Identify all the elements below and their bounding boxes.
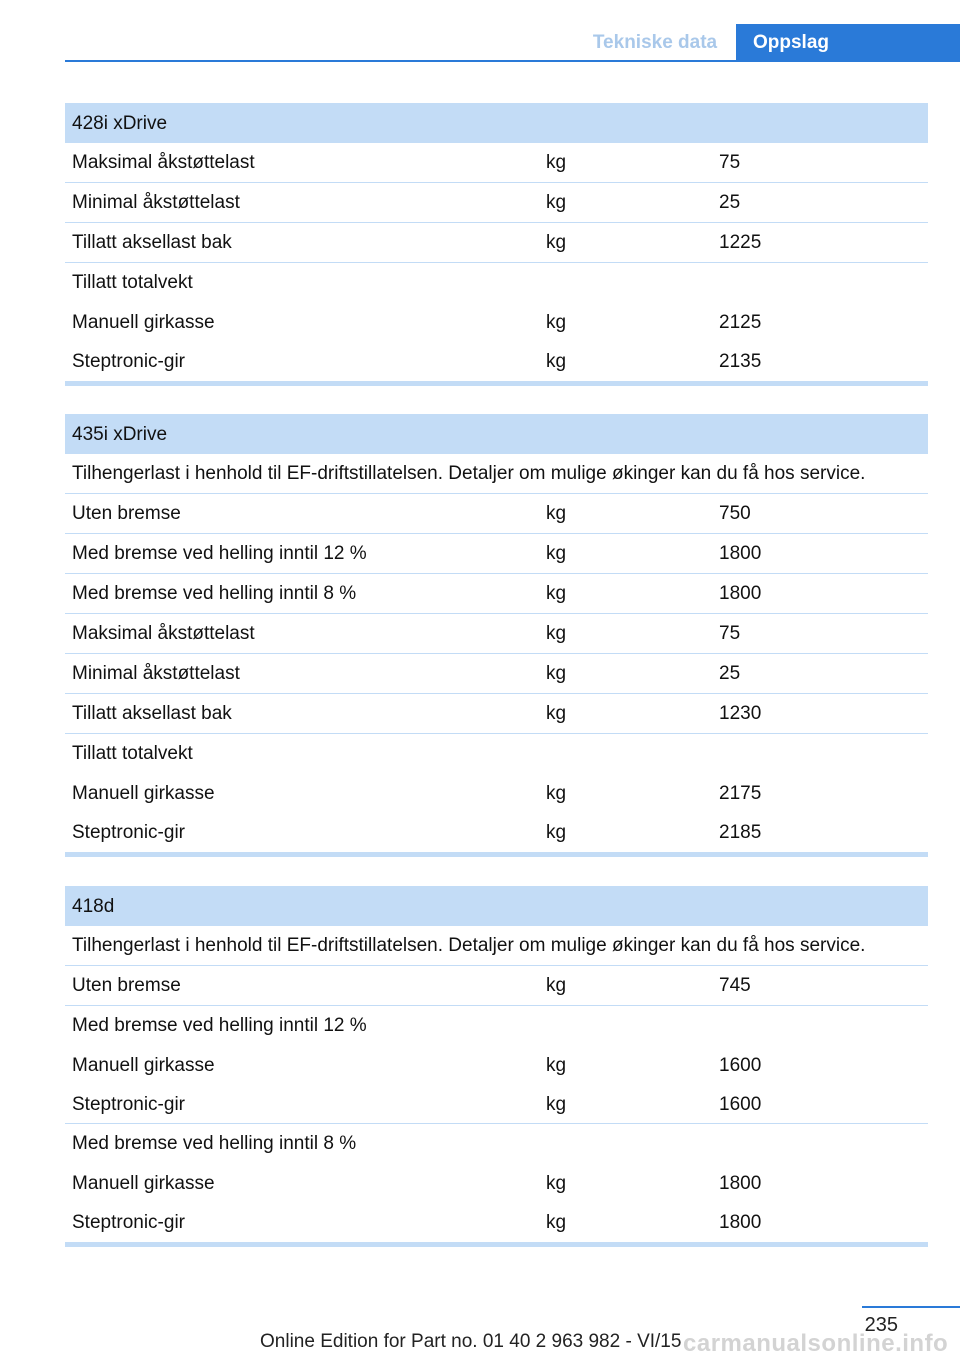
row-label: Med bremse ved helling inntil 8 % <box>72 1133 357 1154</box>
row-value: 2135 <box>719 351 762 372</box>
row-unit: kg <box>546 351 567 372</box>
spec-table-418d <box>65 886 928 1247</box>
row-label: Med bremse ved helling inntil 8 % <box>72 583 357 604</box>
table-row <box>65 614 928 654</box>
row-label: Med bremse ved helling inntil 12 % <box>72 543 367 564</box>
row-label: Maksimal åkstøttelast <box>72 152 255 173</box>
edition-footer: Online Edition for Part no. 01 40 2 963 982 - VI/15 <box>260 1331 682 1352</box>
row-unit: kg <box>546 503 567 524</box>
table-row <box>65 1164 928 1203</box>
table-note: Tilhengerlast i henhold til EF-driftstillatelsen. Detaljer om mulige økinger kan du få hos service. <box>72 935 866 956</box>
group-heading-row <box>65 1124 928 1164</box>
table-note-row <box>65 454 928 494</box>
table-end-rule <box>65 1242 928 1247</box>
row-unit: kg <box>546 1173 567 1194</box>
row-value: 1230 <box>719 703 762 724</box>
watermark: carmanualsonline.info <box>683 1330 949 1357</box>
row-value: 2185 <box>719 822 762 843</box>
row-unit: kg <box>546 822 567 843</box>
row-unit: kg <box>546 623 567 644</box>
table-row <box>65 966 928 1006</box>
row-label: Manuell girkasse <box>72 312 215 333</box>
table-row <box>65 574 928 614</box>
row-value: 2175 <box>719 783 762 804</box>
row-unit: kg <box>546 1094 567 1115</box>
row-value: 75 <box>719 152 741 173</box>
row-value: 1800 <box>719 1173 762 1194</box>
row-label: Manuell girkasse <box>72 1173 215 1194</box>
table-row <box>65 183 928 223</box>
table-end-rule <box>65 381 928 386</box>
row-unit: kg <box>546 1212 567 1233</box>
row-value: 2125 <box>719 312 762 333</box>
table-note: Tilhengerlast i henhold til EF-driftstillatelsen. Detaljer om mulige økinger kan du få hos service. <box>72 463 866 484</box>
table-row <box>65 774 928 813</box>
row-label: Tillatt totalvekt <box>72 272 193 293</box>
row-unit: kg <box>546 663 567 684</box>
row-unit: kg <box>546 192 567 213</box>
page-header <box>0 24 960 62</box>
group-heading-row <box>65 734 928 774</box>
row-label: Uten bremse <box>72 975 181 996</box>
row-value: 25 <box>719 663 741 684</box>
table-end-rule <box>65 852 928 857</box>
row-unit: kg <box>546 1055 567 1076</box>
section-title-tab[interactable]: Tekniske data <box>592 32 718 53</box>
row-label: Steptronic-gir <box>72 822 185 843</box>
active-tab-oppslag[interactable]: Oppslag <box>736 24 960 62</box>
table-row <box>65 494 928 534</box>
table-row <box>65 1203 928 1242</box>
row-label: Manuell girkasse <box>72 1055 215 1076</box>
table-row <box>65 223 928 263</box>
row-label: Manuell girkasse <box>72 783 215 804</box>
row-value: 1800 <box>719 583 762 604</box>
row-label: Minimal åkstøttelast <box>72 192 240 213</box>
row-value: 25 <box>719 192 741 213</box>
group-heading-row <box>65 1006 928 1046</box>
row-unit: kg <box>546 783 567 804</box>
row-unit: kg <box>546 583 567 604</box>
row-value: 1600 <box>719 1094 762 1115</box>
row-value: 1600 <box>719 1055 762 1076</box>
row-value: 750 <box>719 503 751 524</box>
row-value: 1800 <box>719 543 762 564</box>
table-row <box>65 654 928 694</box>
row-unit: kg <box>546 312 567 333</box>
row-label: Tillatt aksellast bak <box>72 703 232 724</box>
table-row <box>65 1085 928 1124</box>
row-unit: kg <box>546 975 567 996</box>
row-value: 75 <box>719 623 741 644</box>
row-label: Minimal åkstøttelast <box>72 663 240 684</box>
row-unit: kg <box>546 543 567 564</box>
spec-table-428i-xdrive <box>65 103 928 386</box>
table-title: 428i xDrive <box>65 103 928 143</box>
header-rule <box>65 60 960 62</box>
table-row <box>65 1046 928 1085</box>
row-unit: kg <box>546 152 567 173</box>
row-value: 745 <box>719 975 751 996</box>
row-label: Tillatt totalvekt <box>72 743 193 764</box>
row-label: Tillatt aksellast bak <box>72 232 232 253</box>
row-label: Steptronic-gir <box>72 351 185 372</box>
row-label: Maksimal åkstøttelast <box>72 623 255 644</box>
table-title: 418d <box>65 886 928 926</box>
table-row <box>65 813 928 852</box>
table-title: 435i xDrive <box>65 414 928 454</box>
table-row <box>65 534 928 574</box>
table-row <box>65 143 928 183</box>
page-number: 235 <box>864 1314 898 1336</box>
row-unit: kg <box>546 703 567 724</box>
table-row <box>65 303 928 342</box>
row-label: Steptronic-gir <box>72 1212 185 1233</box>
row-unit: kg <box>546 232 567 253</box>
row-label: Uten bremse <box>72 503 181 524</box>
row-value: 1225 <box>719 232 762 253</box>
row-value: 1800 <box>719 1212 762 1233</box>
group-heading-row <box>65 263 928 303</box>
table-row <box>65 342 928 381</box>
footer-rule <box>862 1306 960 1308</box>
table-note-row <box>65 926 928 966</box>
row-label: Steptronic-gir <box>72 1094 185 1115</box>
spec-table-435i-xdrive <box>65 414 928 857</box>
table-row <box>65 694 928 734</box>
row-label: Med bremse ved helling inntil 12 % <box>72 1015 367 1036</box>
